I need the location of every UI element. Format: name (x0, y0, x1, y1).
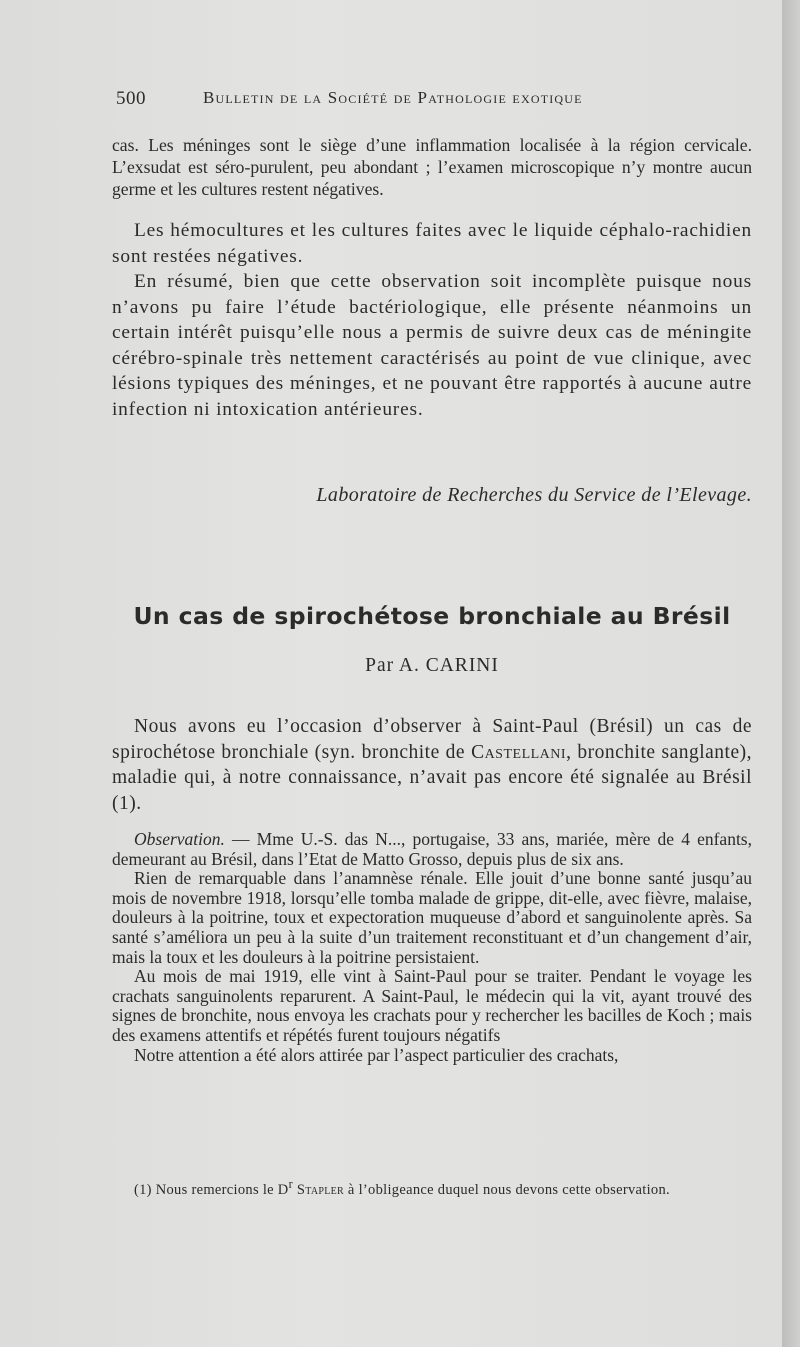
paragraph-text: cas. Les méninges sont le siège d’une inflammation localisée à la région cervicale. L’exsudat est séro-purulent, peu abondant ; l’examen microscopique n’y montre aucun germe et les cultures restent négatives. (112, 135, 752, 199)
page-number: 500 (116, 88, 146, 109)
footnote-text-after: à l’obligeance duquel nous devons cette observation. (344, 1181, 670, 1198)
page-edge (782, 0, 800, 1347)
paragraph-mai: Au mois de mai 1919, elle vint à Saint-Paul pour se traiter. Pendant le voyage les crachats sanguinolents reparurent. A Saint-Paul, le médecin qui la vit, ayant trouvé des signes de bronchite, nous envoya les crachats pour y rechercher les bacilles de Koch ; mais des examens attentifs et répétés furent toujours négatifs (112, 966, 752, 1045)
footnote-text-before: Nous remercions le D (151, 1181, 289, 1198)
continuation-paragraph-1 (112, 134, 752, 200)
paragraph-resume: En résumé, bien que cette observation soit incomplète puisque nous n’avons pu faire l’étude bactériologique, elle présente néanmoins un certain intérêt puisqu’elle nous a permis de suivre deux cas de méningite cérébro-spinale très nettement caractérisés au point de vue clinique, avec lésions typiques des méninges, et ne pouvant être rapportés à aucune autre infection ni intoxication antérieures. (112, 271, 752, 420)
article-title: Un cas de spirochétose bronchiale au Brésil (133, 602, 731, 630)
paragraph-hemocultures: Les hémocultures et les cultures faites avec le liquide céphalo-rachidien sont restées négatives. (112, 220, 752, 267)
footnote-name-stapler: Stapler (296, 1181, 344, 1198)
observation-text: — Mme U.-S. das N..., portugaise, 33 ans, mariée, mère de 4 enfants, demeurant au Brésil, dans l’Etat de Matto Grosso, depuis plus de six ans. (112, 829, 752, 869)
observation-label: Observation. (134, 829, 225, 849)
footnote (112, 1176, 752, 1199)
intro-text-after: , bronchite sanglante), maladie qui, à notre connaissance, n’avait pas encore été signalée au Brésil (1). (112, 741, 752, 814)
article-intro (112, 714, 752, 816)
observation-paragraph (112, 830, 752, 869)
running-title: Bulletin de la Société de Pathologie exotique (203, 88, 583, 107)
article-author: Par A. CARINI (365, 655, 499, 676)
continuation-paragraphs (112, 218, 752, 422)
author-name-castellani: Castellani (471, 741, 567, 763)
footnote-superscript: r (288, 1177, 293, 1191)
intro-paragraph (112, 714, 752, 816)
footnote-marker: (1) (134, 1181, 152, 1198)
observation-section (112, 830, 752, 1065)
paragraph-rien: Rien de remarquable dans l’anamnèse rénale. Elle jouit d’une bonne santé jusqu’au mois de novembre 1918, lorsqu’elle tomba malade de grippe, dit-elle, avec fièvre, malaise, douleurs à la poitrine, toux et expectoration muqueuse d’abord et sanguinolente après. Sa santé s’améliora un peu à la suite d’un traitement reconstituant et d’un changement d’air, mais la toux et les douleurs à la poitrine persistaient. (112, 868, 752, 967)
intro-text-before: Nous avons eu l’occasion d’observer à Saint-Paul (Brésil) un cas de spirochétose bronchiale (syn. bronchite de (112, 716, 752, 763)
footnote-text (112, 1176, 752, 1199)
paragraph-notre: Notre attention a été alors attirée par l’aspect particulier des crachats, (134, 1044, 619, 1065)
affiliation-line: Laboratoire de Recherches du Service de l’Elevage. (316, 484, 752, 506)
